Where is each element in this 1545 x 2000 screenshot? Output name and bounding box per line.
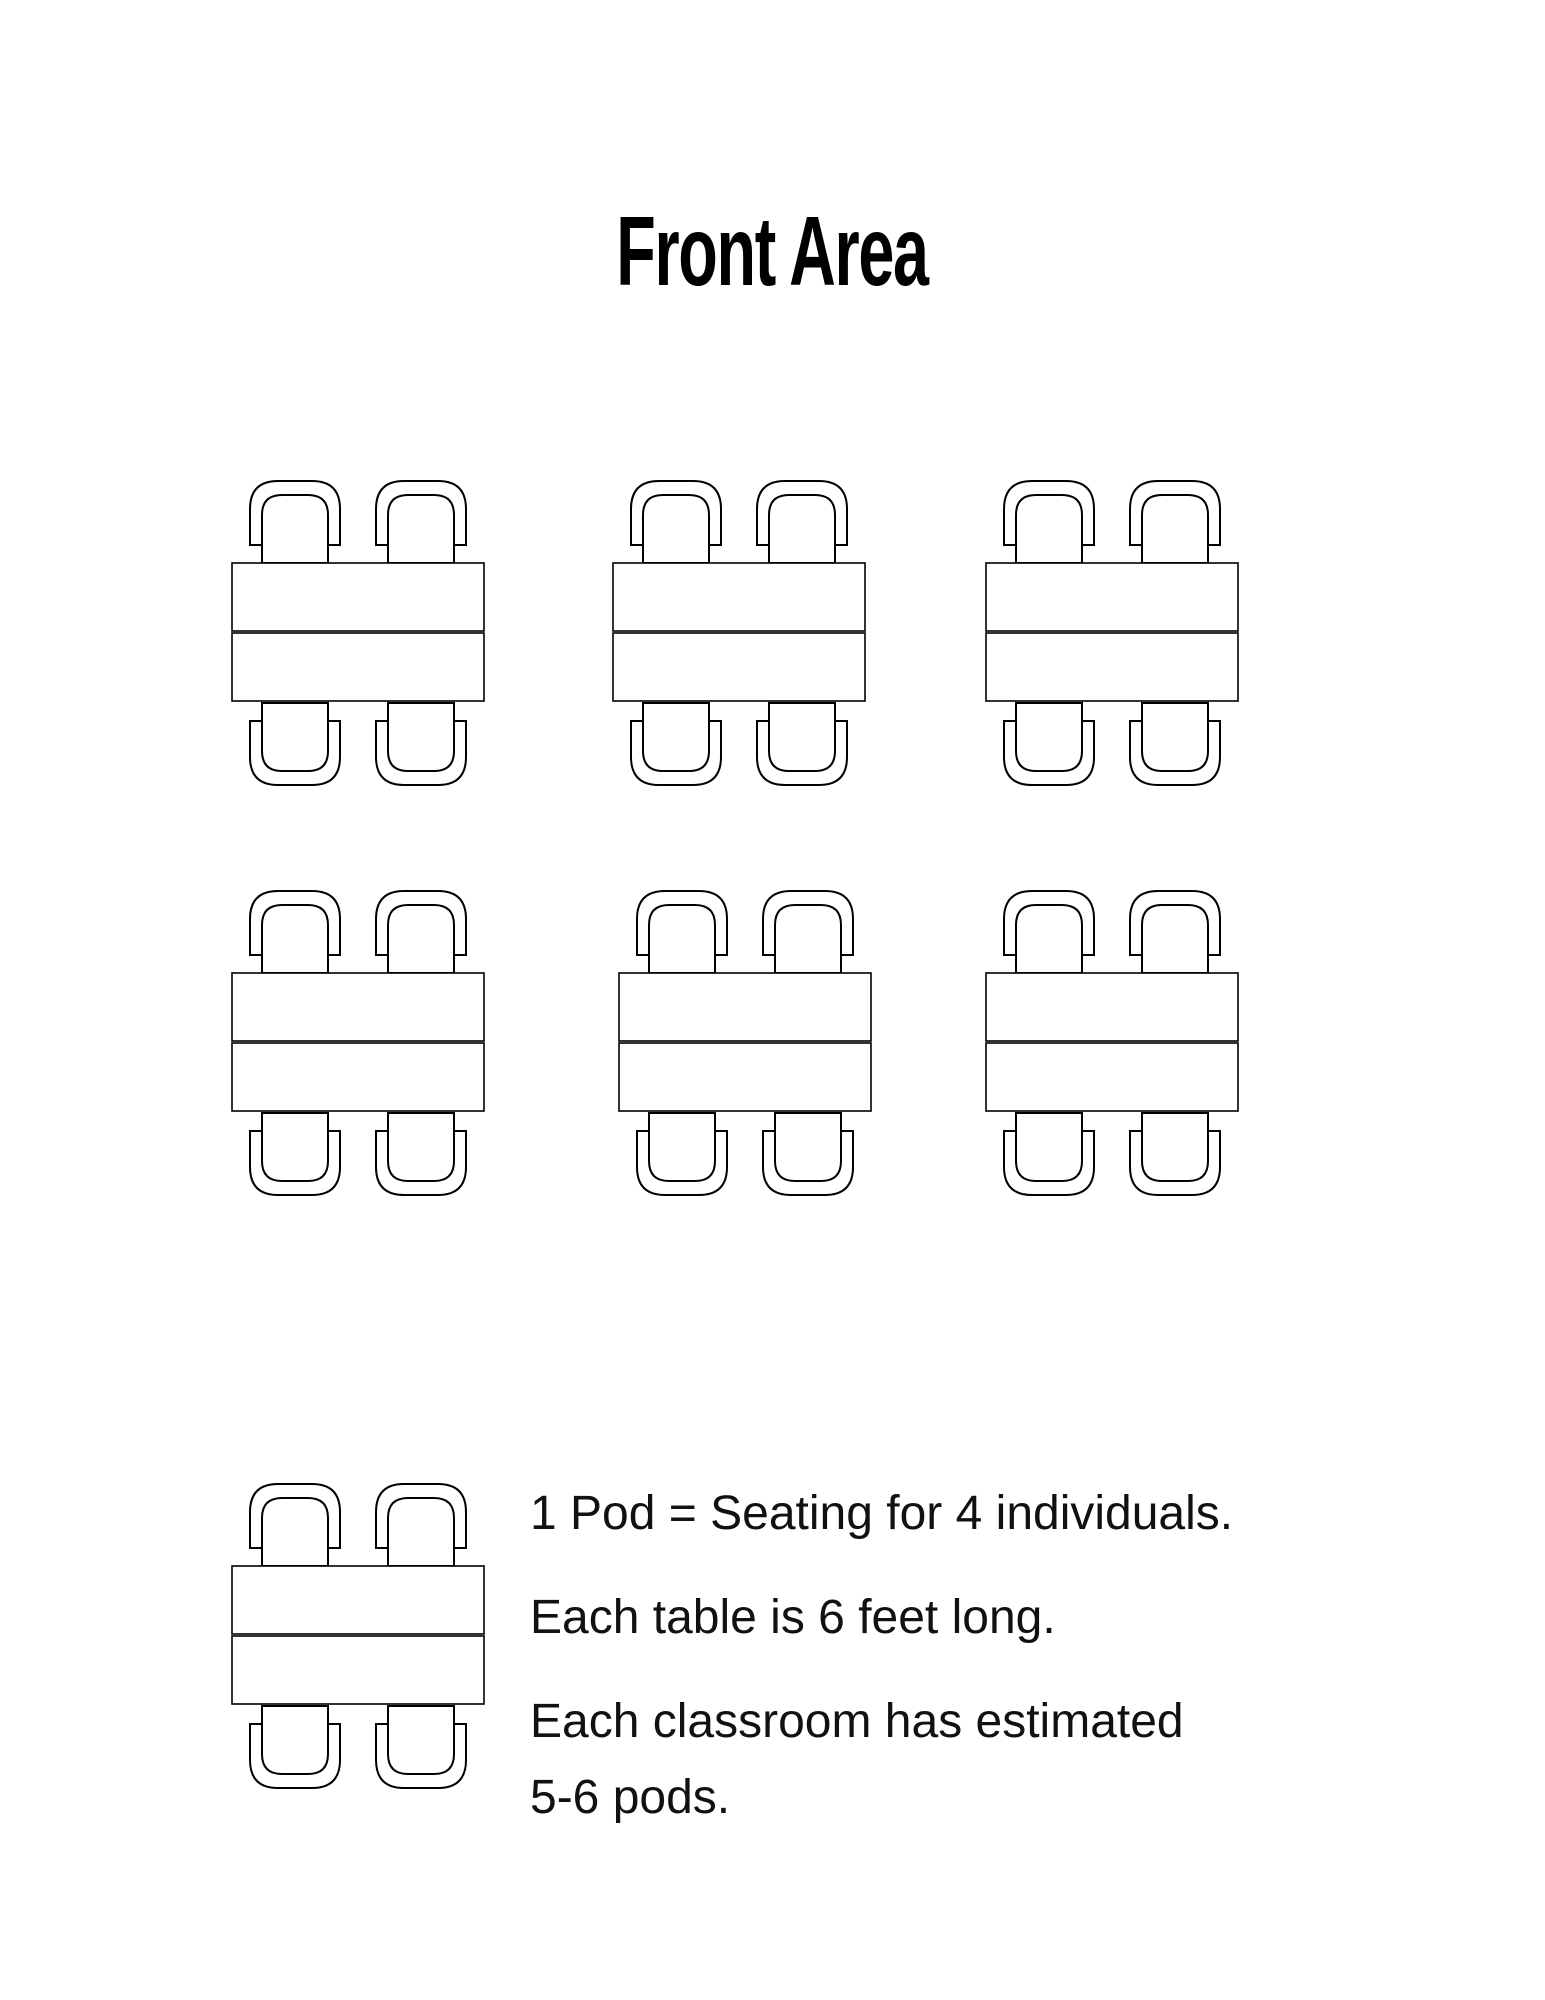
table-icon (619, 1043, 871, 1111)
table-icon (232, 633, 484, 701)
table-icon (986, 1043, 1238, 1111)
chair-icon (250, 1113, 340, 1195)
pod-3 (986, 481, 1238, 785)
chair-icon (376, 1484, 466, 1566)
pod-5 (619, 891, 871, 1195)
table-icon (613, 633, 865, 701)
legend-pod (232, 1484, 484, 1788)
table-icon (232, 563, 484, 631)
table-icon (619, 973, 871, 1041)
legend-classroom-estimate-count: 5-6 pods. (530, 1771, 731, 1824)
table-icon (986, 633, 1238, 701)
chair-icon (757, 703, 847, 785)
chair-icon (250, 1706, 340, 1788)
table-icon (613, 563, 865, 631)
page-title: Front Area (616, 196, 928, 306)
chair-icon (1004, 891, 1094, 973)
table-icon (232, 1636, 484, 1704)
pod-1 (232, 481, 484, 785)
chair-icon (763, 891, 853, 973)
table-icon (232, 973, 484, 1041)
chair-icon (250, 703, 340, 785)
chair-icon (376, 1113, 466, 1195)
chair-icon (376, 481, 466, 563)
pod-4 (232, 891, 484, 1195)
chair-icon (1004, 481, 1094, 563)
chair-icon (376, 703, 466, 785)
chair-icon (1130, 481, 1220, 563)
legend-table-length: Each table is 6 feet long. (530, 1591, 1056, 1644)
table-icon (232, 1566, 484, 1634)
chair-icon (637, 1113, 727, 1195)
chair-icon (250, 1484, 340, 1566)
chair-icon (1130, 1113, 1220, 1195)
chair-icon (1130, 891, 1220, 973)
chair-icon (1004, 1113, 1094, 1195)
table-icon (986, 973, 1238, 1041)
chair-icon (376, 891, 466, 973)
chair-icon (1130, 703, 1220, 785)
table-icon (986, 563, 1238, 631)
table-icon (232, 1043, 484, 1111)
chair-icon (250, 481, 340, 563)
chair-icon (757, 481, 847, 563)
chair-icon (376, 1706, 466, 1788)
chair-icon (763, 1113, 853, 1195)
pod-6 (986, 891, 1238, 1195)
legend-classroom-estimate: Each classroom has estimated (530, 1695, 1184, 1748)
chair-icon (1004, 703, 1094, 785)
legend-pod-capacity: 1 Pod = Seating for 4 individuals. (530, 1487, 1234, 1540)
chair-icon (631, 481, 721, 563)
chair-icon (250, 891, 340, 973)
chair-icon (637, 891, 727, 973)
pod-2 (613, 481, 865, 785)
pod-grid (232, 481, 1238, 1195)
chair-icon (631, 703, 721, 785)
